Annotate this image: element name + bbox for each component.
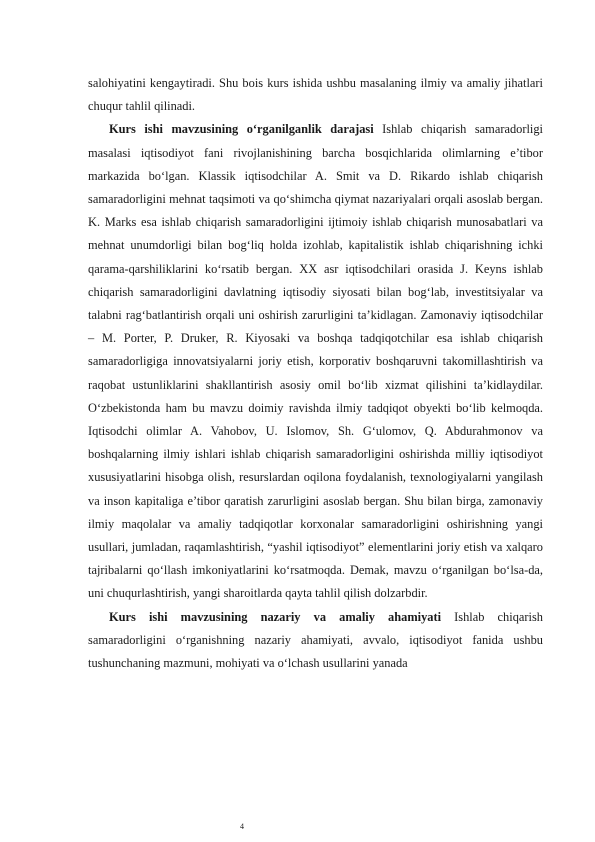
paragraph-text: Ishlab chiqarish samaradorligini o‘rganishning nazariy ahamiyati, avvalo, iqtisodiyot fanida ushbu tushunchaning mazmuni, mohiyati va o‘lchash usullarini yanada <box>88 609 543 671</box>
page-number: 4 <box>240 822 244 831</box>
paragraph-heading: Kurs ishi mavzusining nazariy va amaliy ahamiyati <box>109 609 442 624</box>
paragraph-text: Ishlab chiqarish samaradorligi masalasi iqtisodiyot fani rivojlanishining barcha bosqichlarida olimlarning e’tibor markazida bo‘lgan. Klassik iqtisodchilar A. Smit va D. Rikardo ishlab chiqarish samaradorligini mehnat taqsimoti va qo‘shimcha qiymat nazariyalari orqali asoslab bergan. K. Marks esa ishlab chiqarish samaradorligini ijtimoiy ishlab chiqarish munosabatlari va mehnat unumdorligi bilan bog‘liq holda izohlab, kapitalistik ishlab chiqarishning ichki qarama-qarshiliklarini ko‘rsatib bergan. XX asr iqtisodchilari orasida J. Keyns ishlab chiqarish samaradorligini davlatning iqtisodiy siyosati bilan bog‘lab, investitsiyalar va talabni rag‘batlantirish orqali uni oshirish zarurligini ta’kidlagan. Zamonaviy iqtisodchilar – M. Porter, P. Druker, R. Kiyosaki va boshqa tadqiqotchilar esa ishlab chiqarish samaradorligiga innovatsiyalarni joriy etish, korporativ boshqaruvni takomillashtirish va raqobat ustunliklarini shakllantirish asosiy omil bo‘lib xizmat qilishini ta’kidlaydilar. O‘zbekistonda ham bu mavzu doimiy ravishda ilmiy tadqiqot obyekti bo‘lib kelmoqda. Iqtisodchi olimlar A. Vahobov, U. Islomov, Sh. G‘ulomov, Q. Abdurahmonov va boshqalarning ilmiy ishlari ishlab chiqarish samaradorligini oshirishda milliy iqtisodiyot xususiyatlarini hisobga olish, resurslardan oqilona foydalanish, texnologiyalarni yangilash va inson kapitaliga e’tibor qaratish zarurligini asoslab bergan. Shu bilan birga, zamonaviy ilmiy maqolalar va amaliy tadqiqotlar korxonalar samaradorligini oshirishning yangi usullari, jumladan, raqamlashtirish, “yashil iqtisodiyot” elementlarini joriy etish va xalqaro tajribalarni qo‘llash imkoniyatlarini ko‘rsatmoqda. Demak, mavzu o‘rganilgan bo‘lsa-da, uni chuqurlashtirish, yangi sharoitlarda qayta tahlil qilish dolzarbdir. <box>88 122 543 601</box>
paragraph-significance <box>88 606 543 676</box>
paragraph-study-level <box>88 118 543 605</box>
paragraph-text: salohiyatini kengaytiradi. Shu bois kurs ishida ushbu masalaning ilmiy va amaliy jihatlari chuqur tahlil qilinadi. <box>88 76 543 114</box>
paragraph-heading: Kurs ishi mavzusining o‘rganilganlik darajasi <box>109 122 374 137</box>
paragraph-continuation <box>88 72 543 118</box>
body-text <box>88 72 543 675</box>
